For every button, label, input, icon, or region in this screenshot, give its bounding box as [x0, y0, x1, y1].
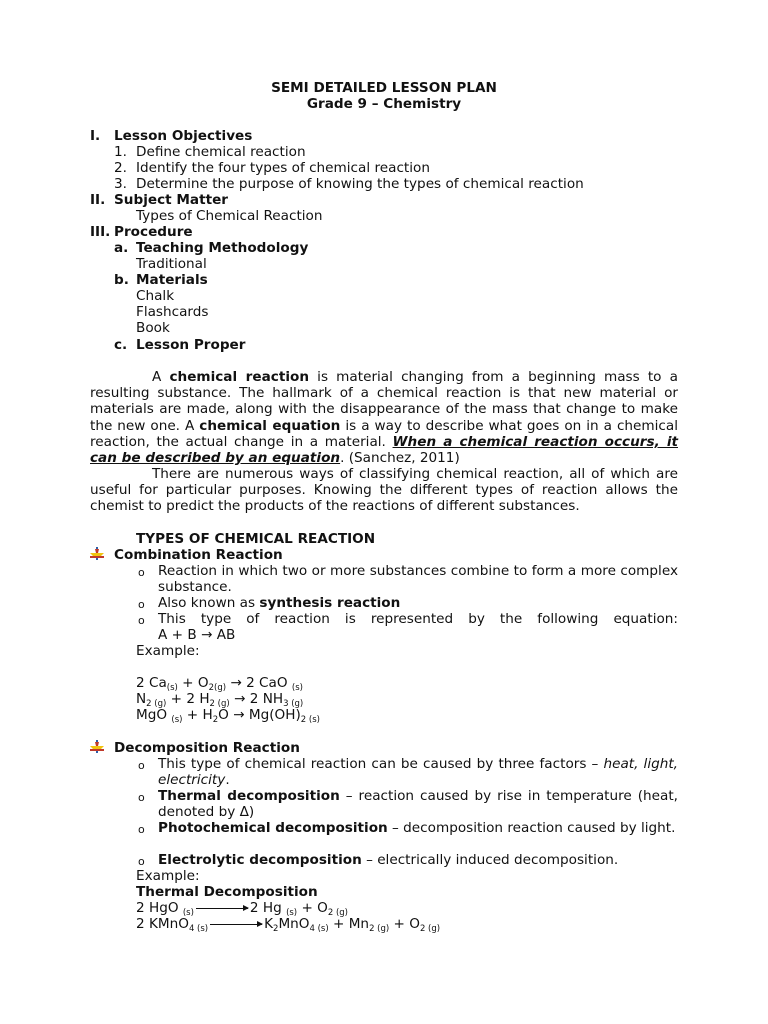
decomposition-bullet-3: Photochemical decomposition – decomposition reaction caused by light. — [158, 820, 676, 836]
material-item: Book — [136, 320, 170, 336]
section2-number: II. — [90, 192, 106, 208]
term-thermal-decomposition: Thermal decomposition — [158, 788, 340, 804]
bullet-2-text: Also known as — [158, 595, 260, 611]
decomposition-equation-2: 2 KMnO$_{4 (s)}$ $K_2MnO_{4 (s)} + Mn_{2 (g)} + O_{2 (g)}$ — [136, 916, 441, 934]
objective-1-text: Define chemical reaction — [136, 144, 306, 160]
general-equation: A + B → AB — [158, 627, 236, 643]
decomposition-equation-1: 2 HgO $_{(s)}$ 2 Hg $_{(s)} + O_{2 (g)}$ — [136, 900, 348, 918]
para1-text-2: is material changing from a beginning mass to a resulting substance. The hallmark of a chemical reaction is that new material or materials are made, along with the disappearance of the mass that change to make the new one. A — [90, 369, 678, 434]
procedure-b-title: Materials — [136, 272, 208, 288]
section3-number: III. — [90, 224, 111, 240]
material-item: Chalk — [136, 288, 175, 304]
objective-3-text: Determine the purpose of knowing the types of chemical reaction — [136, 176, 584, 192]
flag-bullet-icon — [90, 547, 104, 560]
para2-text: There are numerous ways of classifying chemical reaction, all of which are useful for particular purposes. Knowing the different types of reaction allows the chemist to predict the products of the reactions of different substances. — [90, 466, 678, 515]
document-title: SEMI DETAILED LESSON PLAN — [271, 80, 497, 96]
combination-bullet-1: Reaction in which two or more substances combine to form a more complex substance. — [158, 563, 678, 596]
para1-text-3: is a way to describe what goes on in a chemical reaction, the actual change in a material. — [90, 417, 678, 450]
combination-equation-3: MgO $_{(s)} + H_2O \to Mg(OH)_{2 (s)}$ — [136, 707, 320, 725]
material-item: Flashcards — [136, 304, 209, 320]
term-chemical-reaction: chemical reaction — [169, 369, 310, 385]
combination-bullet-2 — [158, 595, 400, 611]
reaction-arrow-icon — [196, 908, 248, 909]
decomposition-bullet-2: Thermal decomposition – reaction caused by rise in temperature (heat, denoted by Δ) — [158, 788, 678, 821]
section1-title: Lesson Objectives — [114, 128, 253, 144]
procedure-b-letter: b. — [114, 272, 129, 288]
intro-paragraph — [90, 369, 678, 466]
combination-example-label: Example: — [136, 643, 200, 659]
reaction-arrow-icon — [210, 924, 262, 925]
combination-bullet-3: This type of reaction is represented by the following equation: — [158, 611, 678, 627]
objective-1-number: 1. — [114, 144, 127, 160]
term-electrolytic-decomposition: Electrolytic decomposition — [158, 852, 362, 868]
combination-equation-1: 2 $Ca_{(s)} + O_{2(g)} \to 2$ CaO $_{(s)}$ — [136, 675, 303, 693]
procedure-c-letter: c. — [114, 337, 128, 353]
objective-2-text: Identify the four types of chemical reaction — [136, 160, 430, 176]
objective-2-number: 2. — [114, 160, 127, 176]
list-bullet: o — [138, 598, 145, 611]
document-subtitle: Grade 9 – Chemistry — [306, 96, 462, 112]
section1-number: I. — [90, 128, 101, 144]
term-synthesis-reaction: synthesis reaction — [259, 595, 401, 611]
list-bullet: o — [138, 791, 145, 804]
classification-paragraph — [90, 466, 678, 515]
combination-reaction-title: Combination Reaction — [114, 547, 283, 563]
list-bullet: o — [138, 566, 145, 579]
objective-3-number: 3. — [114, 176, 127, 192]
combination-equation-2: $N_{2 (g)} + 2$ $H_{2 (g)} \to 2$ $NH_{3 (g)}$ — [136, 691, 304, 709]
decomposition-example-label: Example: — [136, 868, 200, 884]
types-heading: TYPES OF CHEMICAL REACTION — [136, 531, 376, 547]
procedure-a-letter: a. — [114, 240, 129, 256]
procedure-a-title: Teaching Methodology — [136, 240, 309, 256]
teaching-methodology-text: Traditional — [136, 256, 207, 272]
list-bullet: o — [138, 614, 145, 627]
list-bullet: o — [138, 759, 145, 772]
term-chemical-equation: chemical equation — [199, 417, 341, 434]
subject-matter-text: Types of Chemical Reaction — [136, 208, 323, 224]
para1-text-1: A — [152, 369, 170, 385]
emphasis-statement: When a chemical reaction occurs, it can be described by an equation — [90, 433, 678, 467]
term-photochemical-decomposition: Photochemical decomposition — [158, 820, 388, 836]
decomposition-reaction-title: Decomposition Reaction — [114, 740, 300, 756]
para1-citation: . (Sanchez, 2011) — [340, 450, 460, 467]
decomposition-bullet-1: This type of chemical reaction can be caused by three factors – heat, light, electricity. — [158, 756, 678, 789]
decomposition-bullet-4: Electrolytic decomposition – electrically induced decomposition. — [158, 852, 619, 868]
flag-bullet-icon — [90, 740, 104, 753]
factors-list: heat, light, electricity — [158, 756, 678, 789]
thermal-decomposition-heading: Thermal Decomposition — [136, 884, 318, 900]
list-bullet: o — [138, 823, 145, 836]
section2-title: Subject Matter — [114, 192, 228, 208]
list-bullet: o — [138, 855, 145, 868]
section3-title: Procedure — [114, 224, 193, 240]
procedure-c-title: Lesson Proper — [136, 337, 246, 353]
